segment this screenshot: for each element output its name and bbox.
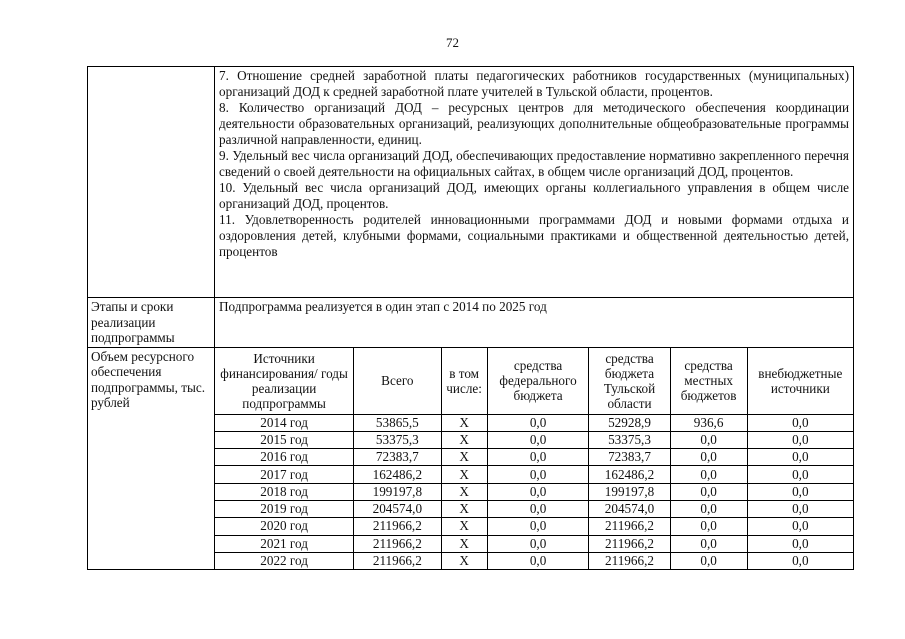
header-federal: средства федерального бюджета: [487, 348, 589, 415]
total-cell: 199197,8: [354, 483, 441, 500]
local-cell: 0,0: [670, 466, 747, 483]
financing-header-row: [215, 348, 853, 415]
federal-cell: 0,0: [487, 466, 589, 483]
resources-cell: [215, 347, 854, 570]
regional-cell: 211966,2: [589, 518, 670, 535]
local-cell: 0,0: [670, 552, 747, 569]
total-cell: 211966,2: [354, 552, 441, 569]
regional-cell: 211966,2: [589, 552, 670, 569]
federal-cell: 0,0: [487, 483, 589, 500]
extrabudgetary-cell: 0,0: [747, 431, 853, 448]
local-cell: 0,0: [670, 431, 747, 448]
resources-label: Объем ресурсного обеспечения подпрограммы, тыс. рублей: [88, 347, 215, 570]
financing-row: [215, 518, 853, 535]
year-cell: 2021 год: [215, 535, 354, 552]
local-cell: 0,0: [670, 535, 747, 552]
local-cell: 936,6: [670, 414, 747, 431]
federal-cell: 0,0: [487, 414, 589, 431]
year-cell: 2022 год: [215, 552, 354, 569]
year-cell: 2017 год: [215, 466, 354, 483]
stages-row: [88, 298, 854, 348]
financing-row: [215, 483, 853, 500]
including-cell: X: [441, 483, 487, 500]
financing-row: [215, 500, 853, 517]
including-cell: X: [441, 518, 487, 535]
header-extrabudgetary: внебюджетные источники: [747, 348, 853, 415]
financing-table: [215, 348, 853, 570]
year-cell: 2015 год: [215, 431, 354, 448]
indicators-row: [88, 67, 854, 298]
including-cell: X: [441, 500, 487, 517]
indicators-cell: [215, 67, 854, 298]
total-cell: 72383,7: [354, 449, 441, 466]
federal-cell: 0,0: [487, 431, 589, 448]
financing-row: [215, 535, 853, 552]
total-cell: 53375,3: [354, 431, 441, 448]
stages-label: Этапы и сроки реализации подпрограммы: [88, 298, 215, 348]
header-sources: Источники финансирования/ годы реализации подпрограммы: [215, 348, 354, 415]
indicator-8: 8. Количество организаций ДОД – ресурсных центров для методического обеспечения координации деятельности образовательных организаций, реализующих дополнительные общеобразовательные программы различной направленности, единиц.: [219, 100, 849, 147]
header-including: в том числе:: [441, 348, 487, 415]
year-cell: 2016 год: [215, 449, 354, 466]
header-regional: средства бюджета Тульской области: [589, 348, 670, 415]
regional-cell: 204574,0: [589, 500, 670, 517]
financing-row: [215, 552, 853, 569]
total-cell: 211966,2: [354, 535, 441, 552]
federal-cell: 0,0: [487, 552, 589, 569]
extrabudgetary-cell: 0,0: [747, 518, 853, 535]
header-local: средства местных бюджетов: [670, 348, 747, 415]
including-cell: X: [441, 552, 487, 569]
federal-cell: 0,0: [487, 535, 589, 552]
regional-cell: 52928,9: [589, 414, 670, 431]
local-cell: 0,0: [670, 449, 747, 466]
year-cell: 2019 год: [215, 500, 354, 517]
extrabudgetary-cell: 0,0: [747, 535, 853, 552]
extrabudgetary-cell: 0,0: [747, 483, 853, 500]
including-cell: X: [441, 466, 487, 483]
federal-cell: 0,0: [487, 449, 589, 466]
regional-cell: 199197,8: [589, 483, 670, 500]
local-cell: 0,0: [670, 483, 747, 500]
stages-text: Подпрограмма реализуется в один этап с 2014 по 2025 год: [215, 298, 854, 348]
total-cell: 53865,5: [354, 414, 441, 431]
including-cell: X: [441, 414, 487, 431]
indicator-7: 7. Отношение средней заработной платы педагогических работников государственных (муниципальных) организаций ДОД к средней заработной плате учителей в Тульской области, процентов.: [219, 68, 849, 99]
indicator-10: 10. Удельный вес числа организаций ДОД, имеющих органы коллегиального управления в общем числе организаций ДОД, процентов.: [219, 180, 849, 211]
indicator-9: 9. Удельный вес числа организаций ДОД, обеспечивающих предоставление нормативно закрепленного перечня сведений о своей деятельности на официальных сайтах, в общем числе организаций ДОД, процентов.: [219, 148, 849, 179]
extrabudgetary-cell: 0,0: [747, 414, 853, 431]
regional-cell: 162486,2: [589, 466, 670, 483]
financing-row: [215, 449, 853, 466]
federal-cell: 0,0: [487, 500, 589, 517]
including-cell: X: [441, 535, 487, 552]
including-cell: X: [441, 449, 487, 466]
local-cell: 0,0: [670, 518, 747, 535]
page-number: 72: [446, 35, 459, 50]
total-cell: 211966,2: [354, 518, 441, 535]
year-cell: 2018 год: [215, 483, 354, 500]
indicators-label-cell: [88, 67, 215, 298]
year-cell: 2020 год: [215, 518, 354, 535]
extrabudgetary-cell: 0,0: [747, 552, 853, 569]
financing-row: [215, 466, 853, 483]
resources-row: [88, 347, 854, 570]
total-cell: 162486,2: [354, 466, 441, 483]
local-cell: 0,0: [670, 500, 747, 517]
indicator-11: 11. Удовлетворенность родителей инновационными программами ДОД и новыми формами отдыха и оздоровления детей, клубными формами, социальными практиками и общественной деятельностью детей, процентов: [219, 212, 849, 259]
including-cell: X: [441, 431, 487, 448]
financing-row: [215, 414, 853, 431]
extrabudgetary-cell: 0,0: [747, 466, 853, 483]
federal-cell: 0,0: [487, 518, 589, 535]
extrabudgetary-cell: 0,0: [747, 449, 853, 466]
regional-cell: 53375,3: [589, 431, 670, 448]
regional-cell: 72383,7: [589, 449, 670, 466]
header-total: Всего: [354, 348, 441, 415]
year-cell: 2014 год: [215, 414, 354, 431]
financing-row: [215, 431, 853, 448]
regional-cell: 211966,2: [589, 535, 670, 552]
total-cell: 204574,0: [354, 500, 441, 517]
extrabudgetary-cell: 0,0: [747, 500, 853, 517]
passport-table: [87, 66, 854, 570]
